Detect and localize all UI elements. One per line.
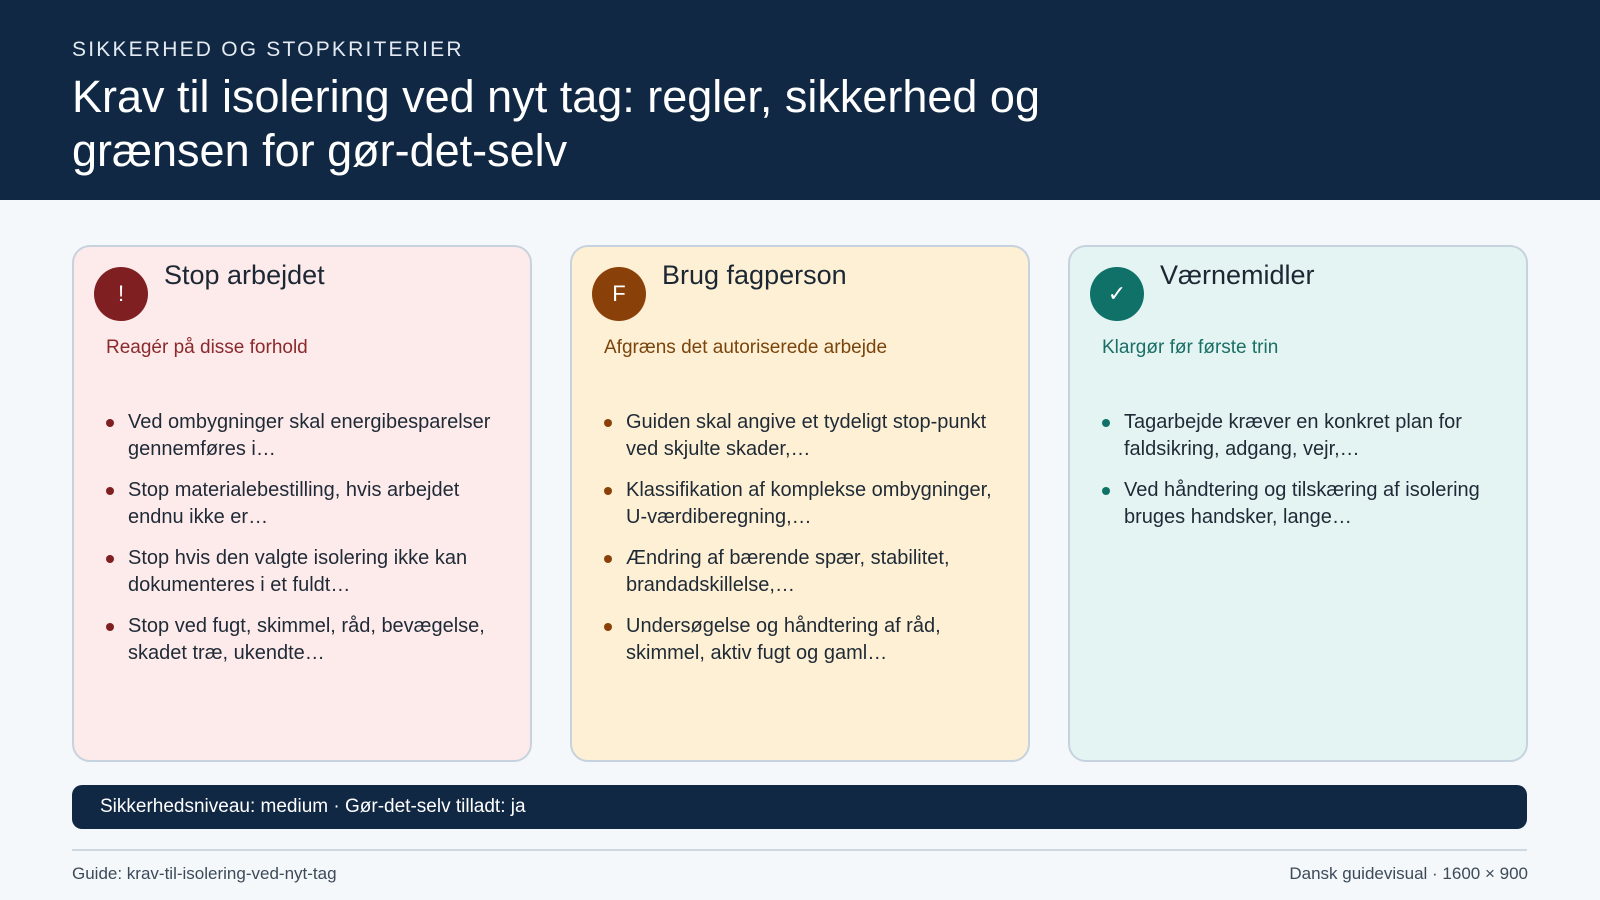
header-eyebrow: SIKKERHED OG STOPKRITERIER	[72, 38, 464, 61]
status-bar: Sikkerhedsniveau: medium · Gør-det-selv tilladt: ja	[72, 785, 1527, 829]
card-subtitle: Afgræns det autoriserede arbejde	[604, 337, 888, 358]
list-item: Ved ombygninger skal energibesparelser gennemføres i…	[106, 409, 506, 463]
list-item: Tagarbejde kræver en konkret plan for faldsikring, adgang, vejr,…	[1102, 409, 1502, 463]
header	[0, 0, 1600, 200]
list-item: Stop materialebestilling, hvis arbejdet endnu ikke er…	[106, 477, 506, 531]
list-item: Stop ved fugt, skimmel, råd, bevægelse, skadet træ, ukendte…	[106, 613, 506, 667]
card-subtitle: Klargør før første trin	[1102, 337, 1279, 358]
footer-meta-label: Dansk guidevisual · 1600 × 900	[1289, 864, 1528, 883]
card-protective-gear	[1068, 245, 1528, 762]
card-list	[1102, 409, 1502, 545]
list-item: Stop hvis den valgte isolering ikke kan dokumenteres i et fuldt…	[106, 545, 506, 599]
list-item: Undersøgelse og håndtering af råd, skimmel, aktiv fugt og gaml…	[604, 613, 1004, 667]
footer-divider	[72, 849, 1527, 851]
footer-guide-label: Guide: krav-til-isolering-ved-nyt-tag	[72, 864, 337, 883]
card-stop-work	[72, 245, 532, 762]
checkmark-icon: ✓	[1090, 267, 1144, 321]
alert-icon: !	[94, 267, 148, 321]
card-title: Stop arbejdet	[164, 260, 325, 290]
list-item: Guiden skal angive et tydeligt stop-punkt ved skjulte skader,…	[604, 409, 1004, 463]
list-item: Ændring af bærende spær, stabilitet, brandadskillelse,…	[604, 545, 1004, 599]
card-title: Værnemidler	[1160, 260, 1315, 290]
card-professional	[570, 245, 1030, 762]
page-title: Krav til isolering ved nyt tag: regler, sikkerhed og grænsen for gør-det-selv	[72, 71, 1040, 176]
card-list	[106, 409, 506, 681]
card-list	[604, 409, 1004, 681]
list-item: Ved håndtering og tilskæring af isolering bruges handsker, lange…	[1102, 477, 1502, 531]
list-item: Klassifikation af komplekse ombygninger, U-værdiberegning,…	[604, 477, 1004, 531]
card-subtitle: Reagér på disse forhold	[106, 337, 308, 358]
professional-letter-icon: F	[592, 267, 646, 321]
card-title: Brug fagperson	[662, 260, 847, 290]
